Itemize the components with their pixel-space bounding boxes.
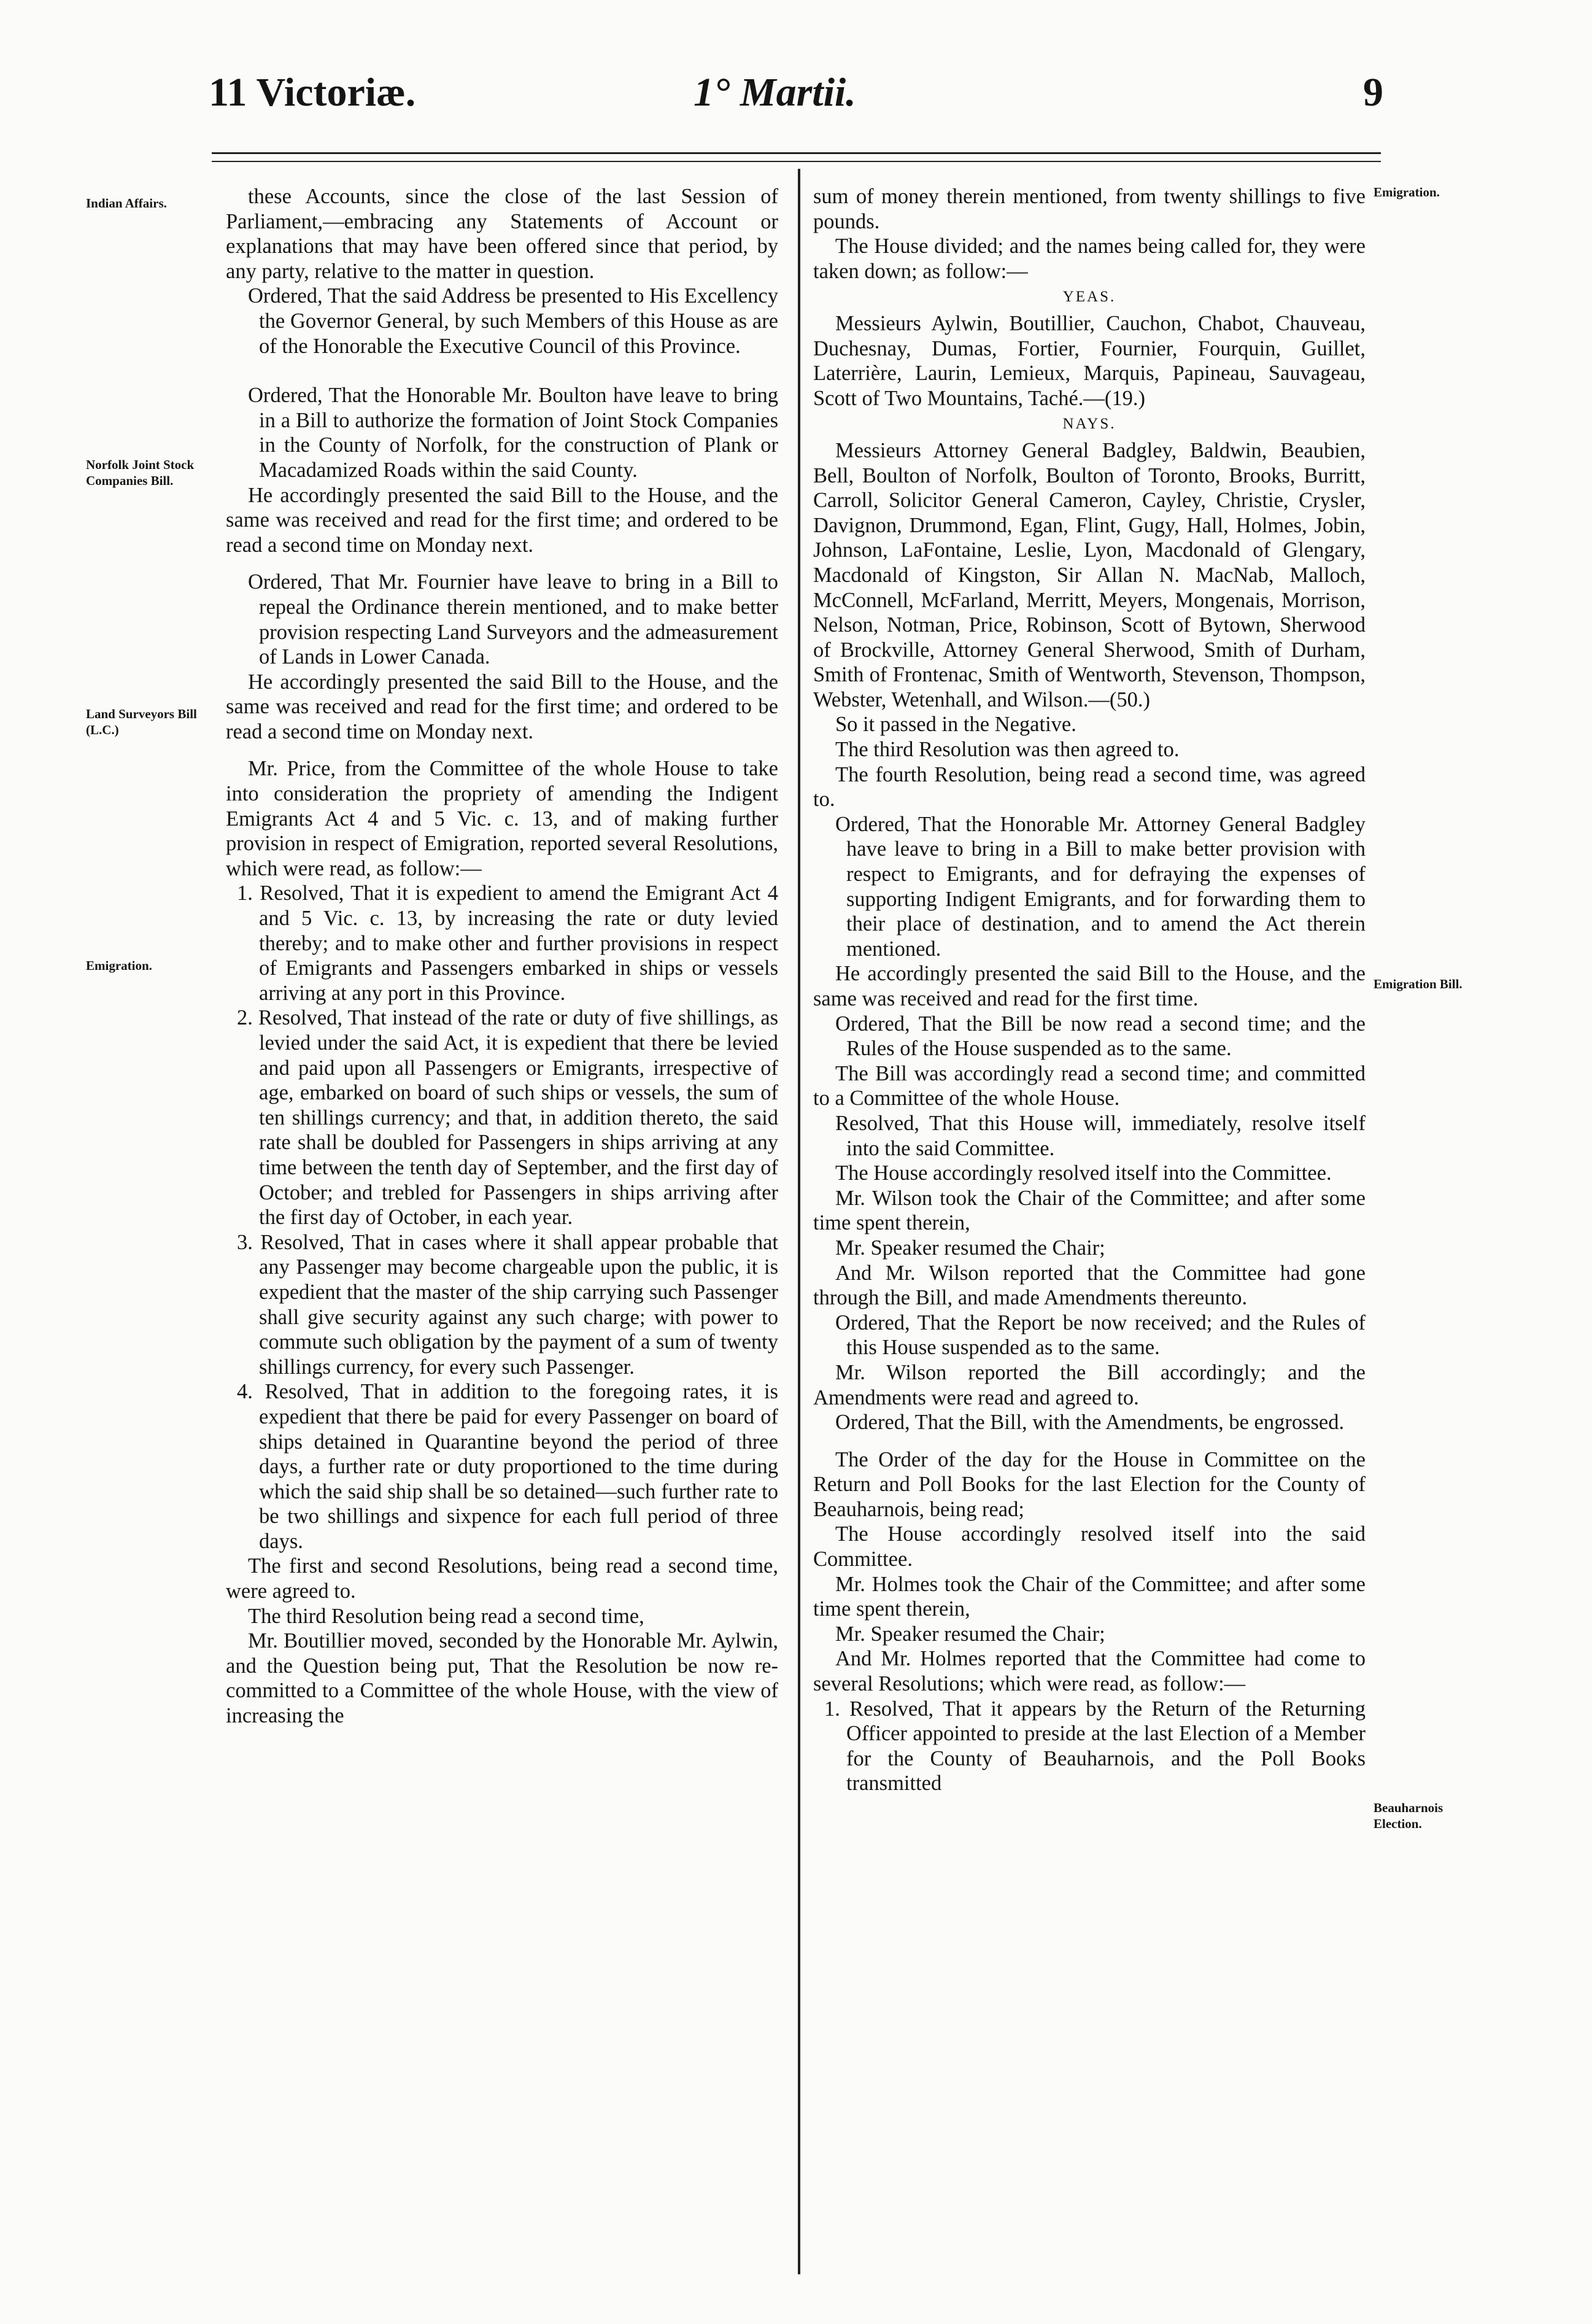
paragraph: Mr. Speaker resumed the Chair; (835, 1622, 1105, 1646)
left-column (226, 184, 778, 1729)
paragraph: Mr. Wilson reported the Bill accordingly; and the Amendments were read and agreed to. (813, 1360, 1366, 1409)
paragraph: Resolved, That this House will, immediately, resolve itself into the said Committee. (835, 1111, 1366, 1160)
header-rule-top (212, 152, 1381, 154)
paragraph: Ordered, That the Report be now received; and the Rules of this House suspended as to the same. (835, 1311, 1366, 1360)
paragraph: Ordered, That the Bill be now read a second time; and the Rules of the House suspended as to the same. (835, 1012, 1366, 1061)
margin-note-indian-affairs: Indian Affairs. (86, 196, 167, 211)
page-number: 9 (1363, 70, 1383, 115)
paragraph: Mr. Holmes took the Chair of the Committee; and after some time spent therein, (813, 1572, 1366, 1621)
paragraph: The fourth Resolution, being read a second time, was agreed to. (813, 762, 1366, 811)
paragraph: The Order of the day for the House in Committee on the Return and Poll Books for the last Election for the County of Beauharnois, being read; (813, 1447, 1366, 1521)
paragraph: He accordingly presented the said Bill to the House, and the same was received and read for the first time; and ordered to be read a second time on Monday next. (226, 483, 778, 557)
paragraph: The third Resolution was then agreed to. (835, 738, 1180, 762)
yeas-list: Messieurs Aylwin, Boutillier, Cauchon, Chabot, Chauveau, Duchesnay, Dumas, Fortier, Fournier, Fourquin, Guillet, Laterrière, Laurin, Lemieux, Marquis, Papineau, Sauvageau, Scott of Two Mountains, Taché.—(19.) (813, 311, 1366, 410)
margin-note-norfolk: Norfolk Joint Stock Companies Bill. (86, 457, 195, 488)
nays-heading: NAYS. (1062, 416, 1116, 433)
paragraph: The House divided; and the names being called for, they were taken down; as follow:— (813, 234, 1366, 283)
margin-note-emigration-right: Emigration. (1374, 185, 1440, 199)
paragraph: The third Resolution being read a second time, (248, 1604, 644, 1628)
running-head-left: 11 Victoriæ. (209, 70, 416, 115)
paragraph: Mr. Price, from the Committee of the whole House to take into consideration the propriety of amending the Indigent Emigrants Act 4 and 5 Vic. c. 13, and of making further provision in respect of Emigration, reported several Resolutions, which were read, as follow:— (226, 757, 778, 880)
paragraph: Ordered, That the Honorable Mr. Attorney General Badgley have leave to bring in a Bill to make better provision with respect to Emigrants, and for defraying the expenses of supporting Indigent Emigrants, and for forwarding them to their place of destination, and to amend the Act therein mentioned. (835, 812, 1366, 961)
margin-note-beauharnois: Beauharnois Election. (1374, 1800, 1443, 1831)
paragraph: And Mr. Wilson reported that the Committee had gone through the Bill, and made Amendments thereunto. (813, 1261, 1366, 1310)
resolution-item: 4. Resolved, That in addition to the foregoing rates, it is expedient that there be paid for every Passenger on board of ships detained in Quarantine beyond the period of three days, a further rate or duty proportioned to the time during which the said ship shall be so detained—such further rate to be two shillings and sixpence for each full period of three days. (237, 1380, 778, 1553)
margin-note-emigration-left: Emigration. (86, 958, 152, 973)
paragraph: Mr. Wilson took the Chair of the Committee; and after some time spent therein, (813, 1186, 1366, 1235)
paragraph: The first and second Resolutions, being read a second time, were agreed to. (226, 1554, 778, 1603)
resolution-item: 3. Resolved, That in cases where it shall appear probable that any Passenger may become chargeable upon the public, it is expedient that the master of the ship carrying such Passenger shall give security against any such charge; with power to commute such obligation by the payment of a sum of twenty shillings currency, for every such Passenger. (237, 1230, 778, 1379)
resolution-item: 1. Resolved, That it appears by the Return of the Returning Officer appointed to preside at the last Election of a Member for the County of Beauharnois, and the Poll Books transmitted (824, 1697, 1366, 1795)
yeas-heading: YEAS. (1062, 289, 1116, 306)
paragraph: Ordered, That Mr. Fournier have leave to bring in a Bill to repeal the Ordinance therein mentioned, and to make better provision respecting Land Surveyors and the admeasurement of Lands in Lower Canada. (248, 570, 778, 669)
resolution-item: 1. Resolved, That it is expedient to amend the Emigrant Act 4 and 5 Vic. c. 13, by increasing the rate or duty levied thereby; and to make other and further provisions in respect of Emigrants and Passengers embarked in ships or vessels arriving at any port in this Province. (237, 881, 778, 1005)
paragraph: these Accounts, since the close of the last Session of Parliament,—embracing any Statements of Account or explanations that may have been offered since that period, by any party, relative to the matter in question. (226, 185, 778, 283)
paragraph: Ordered, That the Honorable Mr. Boulton have leave to bring in a Bill to authorize the formation of Joint Stock Companies in the County of Norfolk, for the construction of Plank or Macadamized Roads within the said County. (248, 384, 778, 482)
running-head-date (694, 72, 856, 113)
paragraph: The Bill was accordingly read a second time; and committed to a Committee of the whole House. (813, 1061, 1366, 1110)
right-column (813, 184, 1366, 1796)
paragraph: Mr. Boutillier moved, seconded by the Honorable Mr. Aylwin, and the Question being put, That the Resolution be now re-committed to a Committee of the whole House, with the view of increasing the (226, 1629, 778, 1728)
paragraph: He accordingly presented the said Bill to the House, and the same was received and read for the first time. (813, 962, 1366, 1010)
paragraph: The House accordingly resolved itself into the said Committee. (813, 1522, 1366, 1571)
nays-list: Messieurs Attorney General Badgley, Baldwin, Beaubien, Bell, Boulton of Norfolk, Boulton of Toronto, Brooks, Burritt, Carroll, Solicitor General Cameron, Cayley, Christie, Crysler, Davignon, Drummond, Egan, Flint, Gugy, Hall, Holmes, Jobin, Johnson, LaFontaine, Leslie, Lyon, Macdonald of Glengary, Macdonald of Kingston, Sir Allan N. MacNab, Malloch, McConnell, McFarland, Merritt, Meyers, Mongenais, Morrison, Nelson, Notman, Price, Robinson, Scott of Bytown, Sherwood of Brockville, Attorney General Sherwood, Smith of Durham, Smith of Frontenac, Smith of Wentworth, Stevenson, Thompson, Webster, Wetenhall, and Wilson.—(50.) (813, 438, 1366, 711)
paragraph: He accordingly presented the said Bill to the House, and the same was received and read for the first time; and ordered to be read a second time on Monday next. (226, 670, 778, 743)
margin-note-land-surveyors: Land Surveyors Bill (L.C.) (86, 707, 197, 737)
paragraph: So it passed in the Negative. (835, 713, 1076, 737)
paragraph: And Mr. Holmes reported that the Committee had come to several Resolutions; which were read, as follow:— (813, 1647, 1366, 1696)
paragraph: Ordered, That the Bill, with the Amendments, be engrossed. (835, 1411, 1345, 1435)
resolution-item: 2. Resolved, That instead of the rate or duty of five shillings, as levied under the said Act, it is expedient that there be levied and paid upon all Passengers or Emigrants, irrespective of age, embarked on board of such ships or vessels, the sum of ten shillings currency; and that, in addition thereto, the said rate shall be doubled for Passengers in ships arriving at any time between the tenth day of September, and the first day of October; and trebled for Passengers in ships arriving after the first day of October, in each year. (237, 1006, 778, 1230)
header-rule-bottom (212, 161, 1381, 162)
margin-note-emigration-bill: Emigration Bill. (1374, 977, 1463, 991)
paragraph: sum of money therein mentioned, from twenty shillings to five pounds. (813, 185, 1366, 233)
paragraph: Mr. Speaker resumed the Chair; (835, 1236, 1105, 1260)
column-divider (798, 169, 800, 2274)
paragraph: The House accordingly resolved itself into the Committee. (835, 1161, 1332, 1185)
paragraph: Ordered, That the said Address be presented to His Excellency the Governor General, by such Members of this House as are of the Honorable the Executive Council of this Province. (248, 284, 778, 358)
running-head-date-text: 1° Martii. (694, 70, 856, 115)
